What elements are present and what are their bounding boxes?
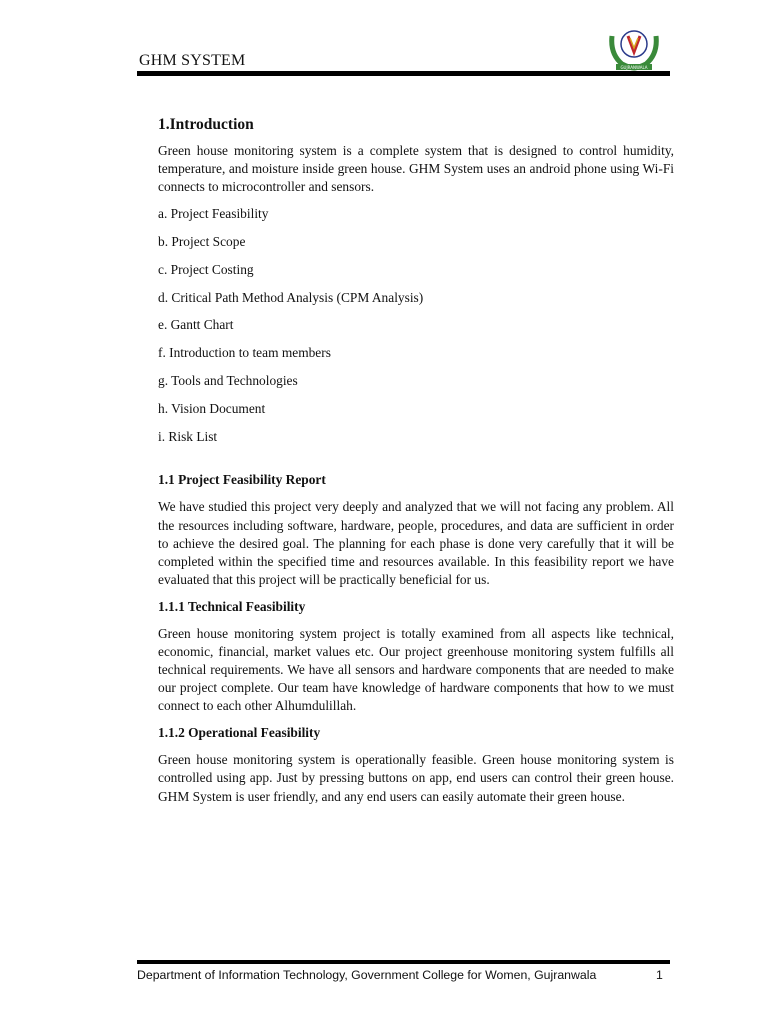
list-item: b. Project Scope (158, 234, 246, 250)
footer-text: Department of Information Technology, Government College for Women, Gujranwala (137, 968, 597, 982)
feasibility-paragraph: We have studied this project very deeply and analyzed that we will not facing any problem. All the resources including software, hardware, people, procedures, and data are sufficient in order to achieve the desired goal. The planning for each phase is done very carefully that it will be completed within the specified time and resources available. In this feasibility report we have evaluated that this project will be practically beneficial for us. (158, 499, 674, 587)
technical-paragraph: Green house monitoring system project is totally examined from all aspects like technical, economic, financial, market values etc. Our project greenhouse monitoring system fulfills all technical requirements. We have all sensors and hardware components that are needed to make our project complete. Our team have knowledge of hardware components that how to we must connect to each other Alhumdulillah. (158, 625, 674, 714)
header-divider (137, 71, 670, 76)
list-item: f. Introduction to team members (158, 345, 331, 361)
intro-paragraph: Green house monitoring system is a complete system that is designed to control humidity, temperature, and moisture inside green house. GHM System uses an android phone using Wi-Fi connects to microcontroller and sensors. (158, 143, 674, 195)
logo-caption: GUJRANWALA (620, 65, 648, 70)
list-item: e. Gantt Chart (158, 317, 234, 333)
feasibility-heading: 1.1 Project Feasibility Report (158, 472, 326, 488)
list-item: a. Project Feasibility (158, 206, 269, 222)
footer-divider (137, 960, 670, 964)
operational-heading: 1.1.2 Operational Feasibility (158, 725, 321, 741)
technical-heading: 1.1.1 Technical Feasibility (158, 598, 306, 614)
header-title: GHM SYSTEM (139, 52, 246, 69)
intro-heading: 1.Introduction (158, 116, 254, 133)
college-logo-icon (606, 24, 662, 72)
contents-list (158, 205, 674, 445)
list-item: h. Vision Document (158, 400, 266, 416)
page-number: 1 (656, 968, 663, 982)
document-body (158, 112, 674, 806)
list-item: d. Critical Path Method Analysis (CPM Analysis) (158, 289, 424, 305)
list-item: i. Risk List (158, 428, 218, 444)
operational-paragraph: Green house monitoring system is operationally feasible. Green house monitoring system is controlled using app. Just by pressing buttons on app, end users can control their green house. GHM System is user friendly, and any end users can easily automate their green house. (158, 752, 674, 804)
list-item: g. Tools and Technologies (158, 373, 298, 389)
list-item: c. Project Costing (158, 261, 254, 277)
